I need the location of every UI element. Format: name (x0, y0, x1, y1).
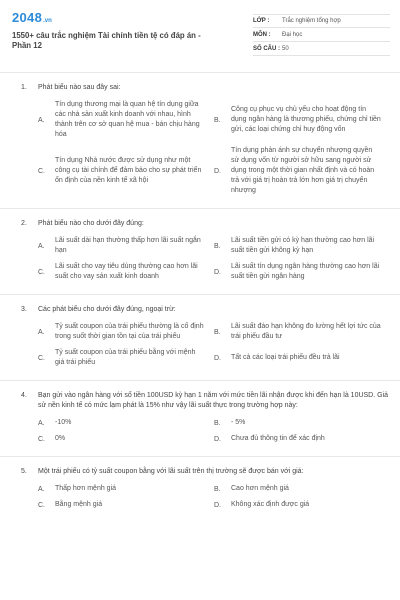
question-number: 1. (21, 84, 27, 91)
question-number: 5. (21, 468, 27, 475)
header (0, 0, 400, 68)
question-text: Các phát biểu cho dưới đây đúng, ngoại trừ: (38, 306, 176, 313)
option-text: Chưa đủ thông tin để xác định (231, 435, 325, 442)
option-text: Lãi suất dài hạn thường thấp hơn lãi suất ngắn hạn (55, 237, 201, 254)
option-text: Tất cả các loại trái phiếu đều trả lãi (231, 354, 340, 361)
option-d[interactable] (214, 348, 390, 368)
option-d[interactable] (214, 146, 390, 196)
option-text: Cao hơn mệnh giá (231, 485, 289, 492)
document-title: 1550+ câu trắc nghiệm Tài chính tiền tệ có đáp án - Phần 12 (12, 31, 201, 50)
option-b[interactable] (214, 236, 390, 256)
option-letter: D. (214, 354, 221, 362)
question-number: 4. (21, 392, 27, 399)
question-item (0, 208, 400, 294)
option-text: 0% (55, 435, 66, 442)
option-letter: C. (38, 354, 45, 362)
option-grid (21, 236, 390, 288)
question-list (0, 72, 400, 522)
meta-value: Đại học (282, 31, 303, 38)
meta-row-class (253, 14, 390, 28)
option-d[interactable] (214, 500, 390, 510)
option-letter: A. (38, 242, 45, 250)
option-text: Công cụ phục vụ chủ yếu cho hoạt động tín dụng ngân hàng là thương phiếu, chứng chỉ tiền gửi, các loại chứng chỉ huy động vốn (231, 106, 381, 133)
option-a[interactable] (38, 236, 214, 256)
option-text: Lãi suất tín dụng ngân hàng thường cao hơn lãi suất tiền gửi ngân hàng (231, 263, 380, 280)
option-letter: B. (214, 116, 221, 124)
option-letter: C. (38, 435, 45, 443)
option-grid (21, 322, 390, 374)
option-letter: B. (214, 328, 221, 336)
meta-key: MÔN : (253, 31, 271, 38)
option-text: Lãi suất cho vay tiêu dùng thường cao hơn lãi suất cho vay sản xuất kinh doanh (55, 263, 198, 280)
option-letter: C. (38, 268, 45, 276)
question-header (21, 467, 390, 477)
option-text: Tín dụng thương mại là quan hệ tín dụng giữa các nhà sản xuất kinh doanh với nhau, hình thành trên cơ sở quan hệ mua - bán chịu hàng hóa (55, 101, 200, 138)
option-text: Tín dụng phản ánh sự chuyển nhượng quyền sử dụng vốn từ người sở hữu sang người sử dụng trong một thời gian nhất định và có hoàn trả với giá trị hoàn trả lớn hơn giá trị chuyển nhượng (231, 147, 375, 194)
option-text: Tỷ suất coupon của trái phiếu bằng với mệnh giá trái phiếu (55, 349, 196, 366)
question-text: Bạn gửi vào ngân hàng với số tiền 100USD kỳ hạn 1 năm với mức tiền lãi nhận được khi đến hạn là 10USD. Giả sử nền kinh tế có mức lạm phát là 15% như vậy lãi suất thực trong trường hợp này: (38, 392, 389, 409)
option-c[interactable] (38, 500, 214, 510)
option-grid (21, 484, 390, 516)
option-letter: D. (214, 167, 221, 175)
option-a[interactable] (38, 322, 214, 342)
option-text: Lãi suất tiền gửi có kỳ hạn thường cao hơn lãi suất tiền gửi không kỳ hạn (231, 237, 375, 254)
question-text: Phát biểu nào sau đây sai: (38, 84, 121, 91)
meta-value: 50 (282, 45, 289, 52)
meta-row-count (253, 42, 390, 56)
option-d[interactable] (214, 262, 390, 282)
question-text: Một trái phiếu có tỷ suất coupon bằng với lãi suất trên thị trường sẽ được bán với giá: (38, 468, 304, 475)
option-letter: A. (38, 419, 45, 427)
logo-tld: .vn (43, 18, 52, 24)
question-text: Phát biểu nào cho dưới đây đúng: (38, 220, 144, 227)
option-grid (21, 100, 390, 202)
option-letter: D. (214, 435, 221, 443)
option-grid (21, 418, 390, 450)
question-item (0, 456, 400, 522)
option-b[interactable] (214, 100, 390, 140)
question-item (0, 294, 400, 380)
meta-key: SỐ CÂU : (253, 45, 280, 52)
option-letter: B. (214, 242, 221, 250)
option-d[interactable] (214, 434, 390, 444)
question-header (21, 305, 390, 315)
option-a[interactable] (38, 418, 214, 428)
option-c[interactable] (38, 262, 214, 282)
option-letter: A. (38, 116, 45, 124)
option-b[interactable] (214, 484, 390, 494)
question-header (21, 219, 390, 229)
option-b[interactable] (214, 418, 390, 428)
option-text: Lãi suất đáo hạn không đo lường hết lợi tức của trái phiếu đầu tư (231, 323, 381, 340)
option-text: -10% (55, 419, 72, 426)
option-text: Không xác định được giá (231, 501, 310, 508)
meta-table (253, 14, 390, 56)
option-text: - 5% (231, 419, 246, 426)
question-header (21, 391, 390, 411)
option-b[interactable] (214, 322, 390, 342)
option-text: Tín dụng Nhà nước được sử dụng như một công cụ tài chính để đảm bảo cho sự phát triển ổn định của nền kinh tế xã hội (55, 157, 202, 184)
option-letter: C. (38, 167, 45, 175)
option-c[interactable] (38, 434, 214, 444)
option-c[interactable] (38, 348, 214, 368)
question-number: 3. (21, 306, 27, 313)
option-text: Bằng mệnh giá (55, 501, 103, 508)
meta-value: Trắc nghiệm tổng hợp (282, 18, 341, 24)
logo-main: 2048 (12, 10, 43, 25)
option-letter: C. (38, 501, 45, 509)
question-header (21, 83, 390, 93)
meta-row-subject (253, 28, 390, 42)
option-text: Thấp hơn mệnh giá (55, 485, 117, 492)
meta-key: LỚP : (253, 18, 270, 24)
option-text: Tỷ suất coupon của trái phiếu thường là cố định trong suốt thời gian tồn tại của trái phiếu (55, 323, 204, 340)
option-letter: D. (214, 501, 221, 509)
option-letter: A. (38, 328, 45, 336)
option-c[interactable] (38, 146, 214, 196)
option-letter: B. (214, 485, 221, 493)
option-a[interactable] (38, 100, 214, 140)
question-number: 2. (21, 220, 27, 227)
option-letter: A. (38, 485, 45, 493)
option-letter: D. (214, 268, 221, 276)
option-letter: B. (214, 419, 221, 427)
option-a[interactable] (38, 484, 214, 494)
question-item (0, 380, 400, 456)
question-item (0, 72, 400, 208)
